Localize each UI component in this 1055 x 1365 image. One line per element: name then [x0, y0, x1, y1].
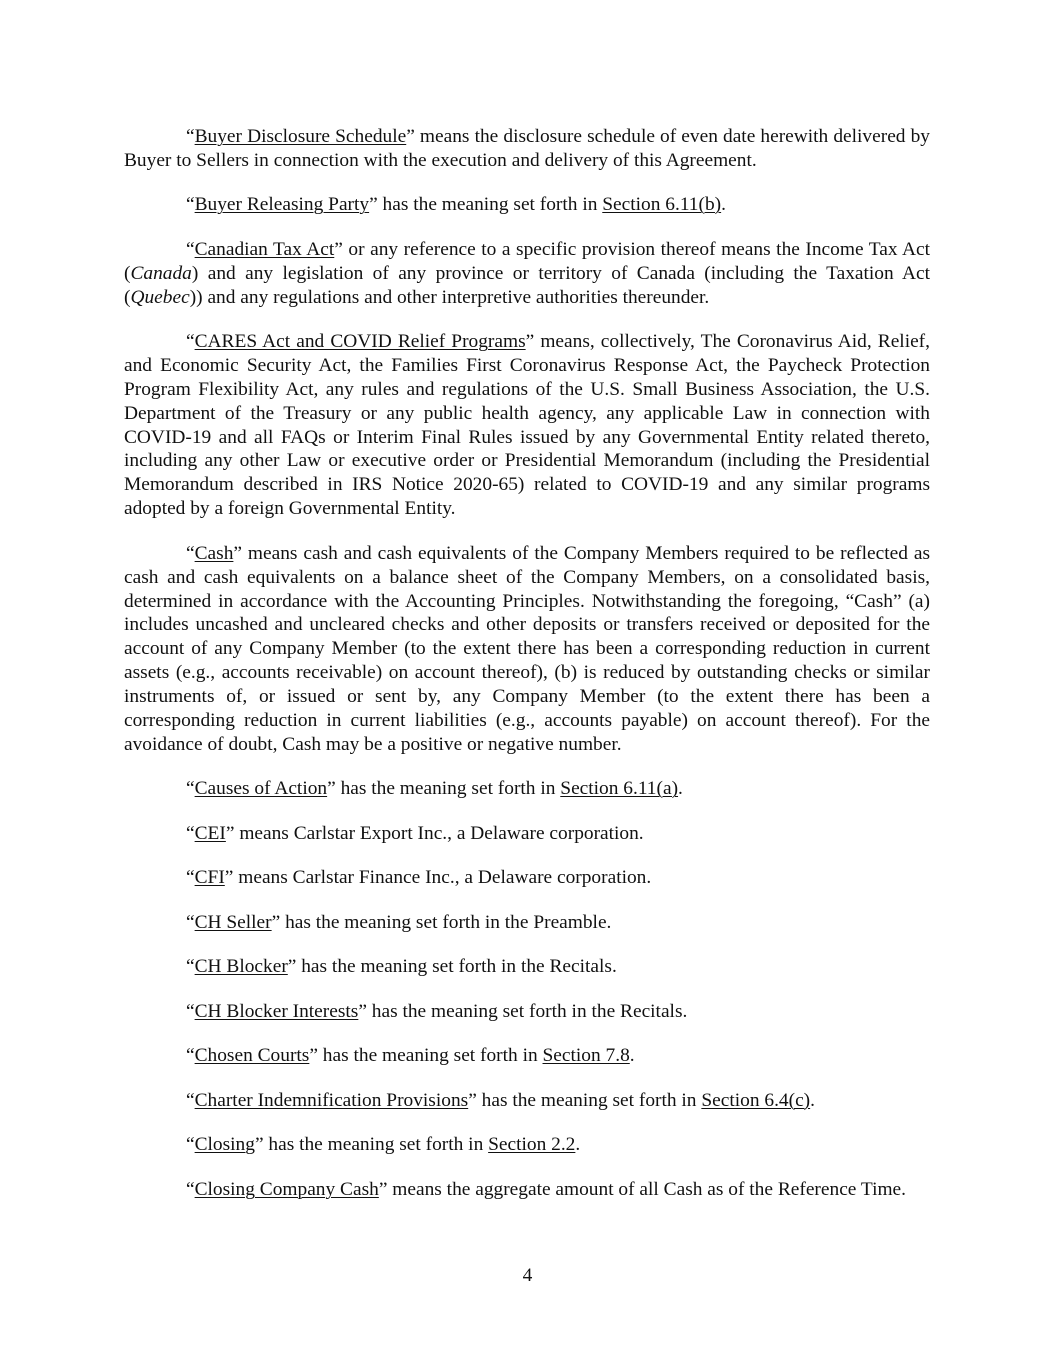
definition-text: ” has the meaning set forth in the Preamble.: [271, 911, 612, 933]
defined-term: Buyer Releasing Party: [194, 194, 370, 216]
defined-term: CH Seller: [194, 911, 272, 933]
definition-text: ” means the aggregate amount of all Cash as of the Reference Time.: [378, 1178, 906, 1200]
definition-text: ” has the meaning set forth in: [309, 1045, 543, 1067]
section-reference: Section 6.11(a): [560, 778, 679, 800]
definition-text: ” or any reference to a specific provision thereof means the Income Tax Act (: [124, 238, 930, 284]
section-reference: Section 6.4(c): [701, 1089, 811, 1111]
defined-term: CH Blocker Interests: [194, 1000, 359, 1022]
defined-term: Chosen Courts: [194, 1045, 310, 1067]
page-number: 4: [522, 1265, 533, 1286]
definition-paragraph: [124, 1089, 930, 1113]
open-quote: “: [186, 126, 195, 147]
definition-text: ” means Carlstar Export Inc., a Delaware corporation.: [225, 822, 644, 844]
sentence-end: .: [575, 1134, 581, 1156]
sentence-end: .: [629, 1045, 635, 1067]
open-quote: “: [186, 1089, 195, 1111]
definition-text: ” has the meaning set forth in: [254, 1134, 489, 1156]
document-body: [124, 125, 930, 1202]
open-quote: “: [186, 822, 195, 844]
definition-paragraph: [124, 866, 930, 890]
definition-text: ” has the meaning set forth in: [369, 194, 603, 216]
definition-text: )) and any regulations and other interpretive authorities thereunder.: [189, 286, 710, 308]
definition-paragraph: [124, 193, 930, 217]
open-quote: “: [186, 238, 195, 260]
definition-paragraph: [124, 1000, 930, 1024]
defined-term: Cash: [194, 542, 234, 564]
sentence-end: .: [678, 778, 683, 800]
definition-text: ” has the meaning set forth in: [327, 778, 561, 800]
sentence-end: .: [810, 1089, 815, 1111]
section-reference: Section 2.2: [488, 1134, 576, 1156]
definition-text: ” means Carlstar Finance Inc., a Delaware corporation.: [224, 867, 652, 889]
open-quote: “: [186, 194, 195, 216]
defined-term: Buyer Disclosure Schedule: [194, 126, 407, 147]
definition-text: ” has the meaning set forth in: [468, 1089, 702, 1111]
section-reference: Section 7.8: [542, 1045, 630, 1067]
definition-paragraph: [124, 777, 930, 801]
defined-term: Charter Indemnification Provisions: [194, 1089, 469, 1111]
definition-paragraph: [124, 238, 930, 310]
definition-paragraph: [124, 542, 930, 757]
definition-text: ” has the meaning set forth in the Recitals.: [287, 956, 617, 978]
open-quote: “: [186, 1045, 195, 1067]
definition-text: ” means, collectively, The Coronavirus Aid, Relief, and Economic Security Act, the Families First Coronavirus Response Act, the Paycheck Protection Program Flexibility Act, any rules and regulations of the U.S. Small Business Association, the U.S. Department of the Treasury or any public health agency, any applicable Law in connection with COVID-19 and all FAQs or Interim Final Rules issued by any Governmental Entity related thereto, including any other Law or executive order or Presidential Memorandum (including the Presidential Memorandum described in IRS Notice 2020-65) related to COVID-19 and any similar programs adopted by a foreign Governmental Entity.: [124, 330, 930, 520]
open-quote: “: [186, 956, 195, 978]
definition-paragraph: [114, 1178, 930, 1202]
open-quote: “: [186, 911, 195, 933]
defined-term: Canadian Tax Act: [194, 238, 335, 260]
definition-paragraph: [124, 1044, 930, 1068]
italic-text: Quebec: [130, 286, 190, 308]
defined-term: Closing Company Cash: [194, 1178, 379, 1200]
open-quote: “: [186, 330, 195, 352]
definition-text: ” has the meaning set forth in the Recitals.: [358, 1000, 688, 1022]
open-quote: “: [186, 778, 195, 800]
defined-term: CEI: [194, 822, 226, 844]
definition-paragraph: [124, 955, 930, 979]
defined-term: CARES Act and COVID Relief Programs: [194, 330, 526, 352]
defined-term: CH Blocker: [194, 956, 288, 978]
open-quote: “: [186, 1000, 195, 1022]
open-quote: “: [186, 1134, 195, 1156]
definition-paragraph: [124, 125, 930, 173]
defined-term: CFI: [194, 867, 225, 889]
open-quote: “: [186, 542, 195, 564]
definition-paragraph: [124, 911, 930, 935]
section-reference: Section 6.11(b): [602, 194, 722, 216]
definition-text: ” means cash and cash equivalents of the Company Members required to be reflected as cash and cash equivalents on a balance sheet of the Company Members, on a consolidated basis, determined in accordance with the Accounting Principles. Notwithstanding the foregoing, “Cash” (a) includes uncashed and uncleared checks and other deposits or transfers received or deposited for the account of any Company Member (to the extent there has been a corresponding reduction in current assets (e.g., accounts receivable) on account thereof), (b) is reduced by outstanding checks or similar instruments of, or issued or sent by, any Company Member (to the extent there has been a corresponding reduction in current liabilities (e.g., accounts payable) on account thereof). For the avoidance of doubt, Cash may be a positive or negative number.: [124, 542, 930, 755]
definition-paragraph: [124, 1133, 930, 1157]
definition-text: ) and any legislation of any province or territory of Canada (including the Taxation Act (: [124, 262, 930, 308]
defined-term: Closing: [194, 1134, 255, 1156]
definition-paragraph: [124, 330, 930, 521]
sentence-end: .: [721, 194, 726, 216]
definition-text: ” means the disclosure schedule of even date herewith delivered by Buyer to Sellers in connection with the execution and delivery of this Agreement.: [124, 126, 930, 171]
defined-term: Causes of Action: [194, 778, 328, 800]
open-quote: “: [186, 1178, 195, 1200]
italic-text: Canada: [130, 262, 192, 284]
open-quote: “: [186, 867, 195, 889]
definition-paragraph: [124, 822, 930, 846]
